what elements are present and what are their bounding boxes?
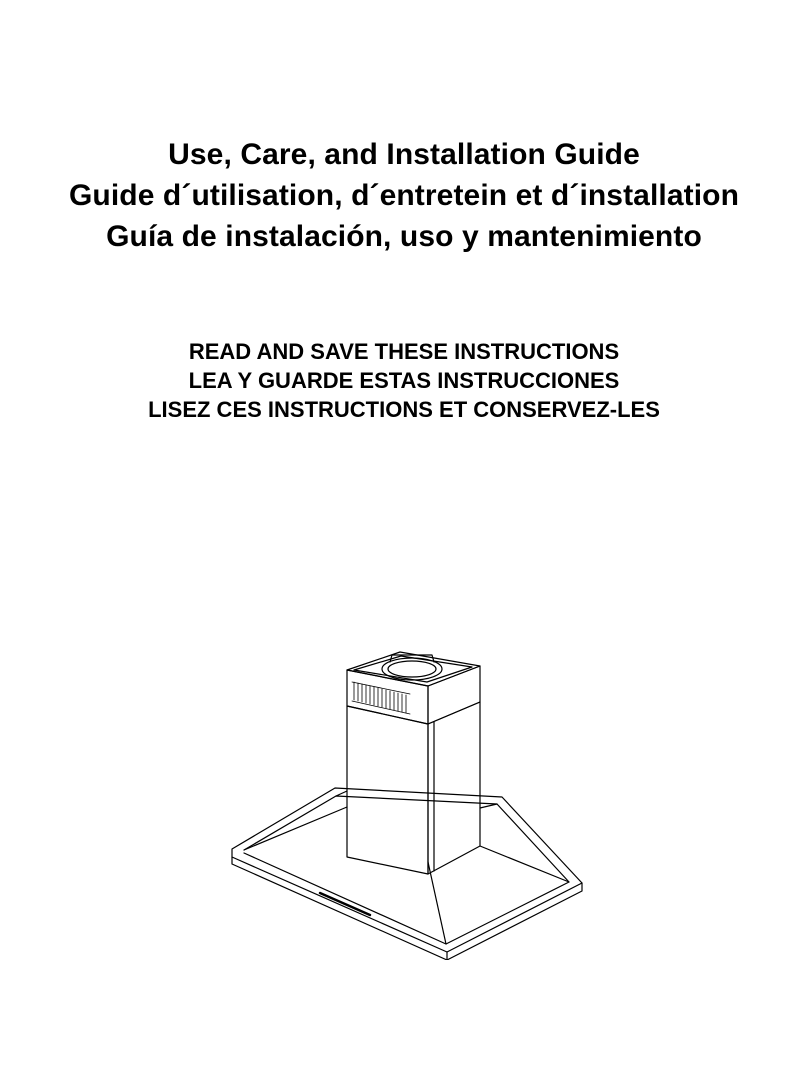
title-spanish: Guía de instalación, uso y mantenimiento bbox=[106, 220, 702, 253]
chimney-lower-right-face bbox=[428, 702, 480, 874]
duct-opening-inner bbox=[388, 661, 436, 677]
range-hood-illustration bbox=[220, 630, 600, 960]
range-hood-drawing bbox=[220, 630, 600, 960]
title-block bbox=[0, 134, 808, 257]
title-english: Use, Care, and Installation Guide bbox=[168, 138, 640, 171]
instruction-french: LISEZ CES INSTRUCTIONS ET CONSERVEZ-LES bbox=[148, 397, 660, 422]
canopy-ridge-left bbox=[244, 807, 347, 850]
control-panel-strip bbox=[320, 893, 370, 915]
chimney-lower-left-face bbox=[347, 706, 428, 874]
canopy-front-edge bbox=[232, 857, 582, 960]
canopy-ridge-right bbox=[480, 804, 497, 808]
instruction-english: READ AND SAVE THESE INSTRUCTIONS bbox=[188, 339, 620, 364]
canopy-ridge-front bbox=[428, 862, 446, 944]
instructions-block bbox=[0, 337, 808, 424]
chimney-upper-top-inner bbox=[354, 656, 472, 682]
canopy-ridge-front-right bbox=[480, 846, 569, 882]
canopy-ridge-back bbox=[336, 791, 347, 796]
instruction-spanish: LEA Y GUARDE ESTAS INSTRUCCIONES bbox=[188, 368, 620, 393]
title-french: Guide d´utilisation, d´entretein et d´installation bbox=[68, 179, 739, 212]
chimney-upper-top bbox=[347, 652, 480, 686]
chimney-upper-right-face bbox=[428, 666, 480, 724]
